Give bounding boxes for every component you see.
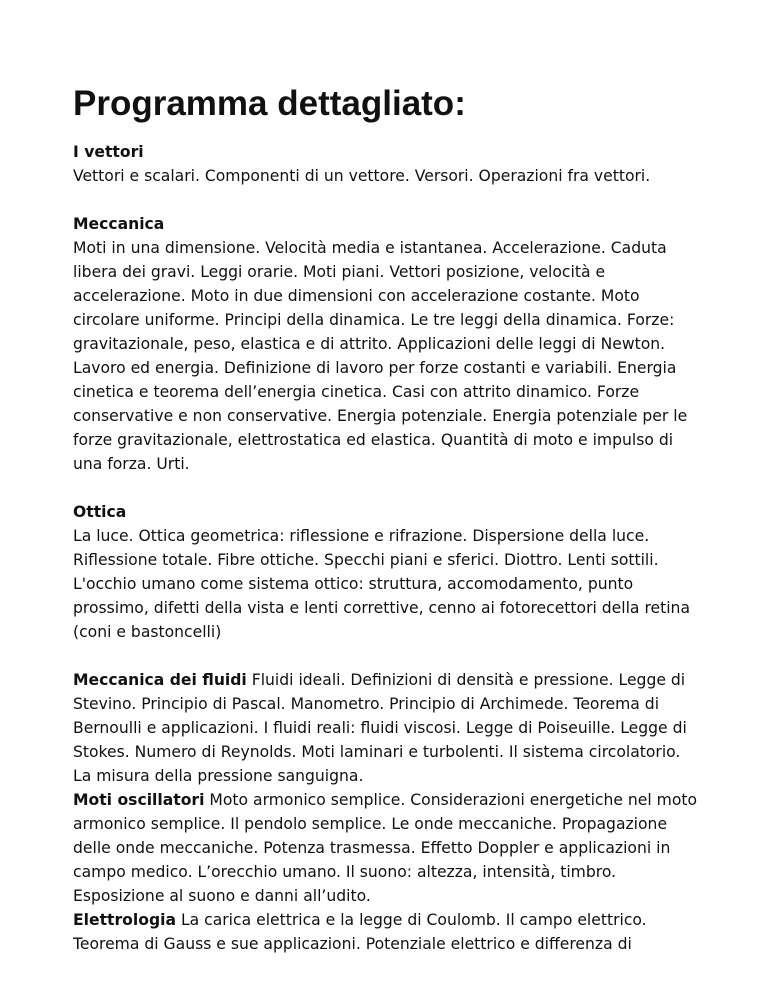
section-heading: Elettrologia <box>73 911 176 929</box>
document-page <box>73 78 703 956</box>
page-title: Programma dettagliato: <box>73 84 466 123</box>
section-ottica <box>73 500 703 644</box>
section-heading: I vettori <box>73 143 144 161</box>
section-heading: Meccanica <box>73 215 165 233</box>
section-heading: Ottica <box>73 503 127 521</box>
section-meccanica-fluidi <box>73 668 703 788</box>
section-body: Fluidi ideali. Definizioni di densità e pressione. Legge di Stevino. Principio di Pascal. Manometro. Principio di Archimede. Teorema di Bernoulli e applicazioni. I fluidi reali: fluidi viscosi. Legge di Poiseuille. Legge di Stokes. Numero di Reynolds. Moti laminari e turbolenti. Il sistema circolatorio. La misura della pressione sanguigna. <box>73 671 687 785</box>
section-heading: Meccanica dei fluidi <box>73 671 247 689</box>
section-moti-oscillatori <box>73 788 703 908</box>
section-meccanica <box>73 212 703 476</box>
section-body: La carica elettrica e la legge di Coulomb. Il campo elettrico. Teorema di Gauss e sue applicazioni. Potenziale elettrico e differenza di <box>73 911 647 953</box>
section-elettrologia <box>73 908 703 956</box>
section-body: Vettori e scalari. Componenti di un vettore. Versori. Operazioni fra vettori. <box>73 167 651 185</box>
section-body: Moto armonico semplice. Considerazioni energetiche nel moto armonico semplice. Il pendolo semplice. Le onde meccaniche. Propagazione delle onde meccaniche. Potenza trasmessa. Effetto Doppler e applicazioni in campo medico. L’orecchio umano. Il suono: altezza, intensità, timbro. Esposizione al suono e danni all’udito. <box>73 791 698 905</box>
section-body: Moti in una dimensione. Velocità media e istantanea. Accelerazione. Caduta libera dei gravi. Leggi orarie. Moti piani. Vettori posizione, velocità e accelerazione. Moto in due dimensioni con accelerazione costante. Moto circolare uniforme. Principi della dinamica. Le tre leggi della dinamica. Forze: gravitazionale, peso, elastica e di attrito. Applicazioni delle leggi di Newton. Lavoro ed energia. Definizione di lavoro per forze costanti e variabili. Energia cinetica e teorema dell’energia cinetica. Casi con attrito dinamico. Forze conservative e non conservative. Energia potenziale. Energia potenziale per le forze gravitazionale, elettrostatica ed elastica. Quantità di moto e impulso di una forza. Urti. <box>73 239 688 473</box>
section-vettori <box>73 140 703 188</box>
section-heading: Moti oscillatori <box>73 791 205 809</box>
section-body: La luce. Ottica geometrica: riflessione e rifrazione. Dispersione della luce. Riflessione totale. Fibre ottiche. Specchi piani e sferici. Diottro. Lenti sottili. L'occhio umano come sistema ottico: struttura, accomodamento, punto prossimo, difetti della vista e lenti correttive, cenno ai fotorecettori della retina (coni e bastoncelli) <box>73 527 690 641</box>
